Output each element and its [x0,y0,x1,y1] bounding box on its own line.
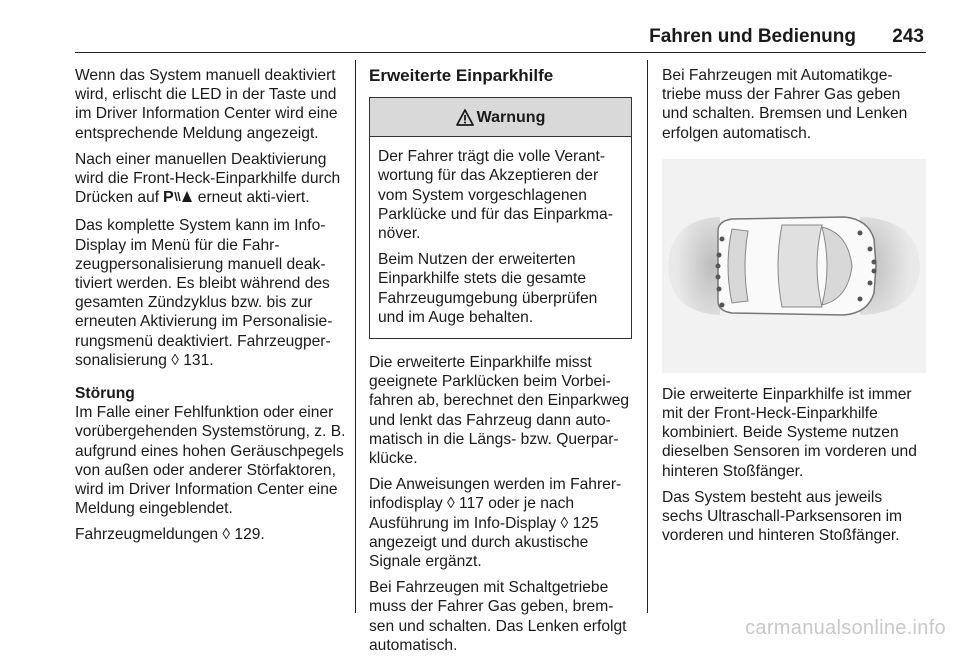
subheading: Störung [75,385,135,403]
paragraph: Das System besteht aus jeweils sechs Ultraschall-Parksensoren im vorderen und hinteren Stoßfänger. [662,488,903,545]
section-title: Fahren und Bedienung [649,26,856,47]
section-heading: Erweiterte Einparkhilfe [369,66,554,85]
page-number: 243 [892,26,924,47]
parking-sensor-illustration [662,159,926,373]
warning-box [369,97,632,339]
warning-title: Warnung [476,108,546,126]
paragraph: Bei Fahrzeugen mit Automatikge-triebe muss der Fahrer Gas geben und schalten. Bremsen und Lenken erfolgen automatisch. [662,67,908,142]
column-middle [369,66,632,662]
paragraph: Fahrzeugmeldungen ◊ 129. [75,526,265,544]
park-assist-icon [163,188,193,209]
paragraph: Die Anweisungen werden im Fahrer-infodisplay ◊ 117 oder je nach Ausführung im Info-Display ◊ 125 angezeigt und durch akustische Signale ergänzt. [369,476,622,571]
paragraph: Die erweiterte Einparkhilfe ist immer mit der Front-Heck-Einparkhilfe kombiniert. Beide Systeme nutzen dieselben Sensoren im vorderen und hinteren Stoßfänger. [662,385,917,480]
column-right [662,66,926,552]
paragraph-text: Nach einer manuellen Deaktivierung wird die Front-Heck-Einparkhilfe durch Drücken auf [75,150,341,207]
paragraph: Wenn das System manuell deaktiviert wird, erlischt die LED in der Taste und im Driver Information Center wird eine entsprechende Meldung angezeigt. [75,67,338,142]
paragraph: Im Falle einer Fehlfunktion oder einer vorübergehenden Systemstörung, z. B. aufgrund eines hohen Geräuschpegels von außen oder anderer Störfaktoren, wird im Driver Information Center eine Meldung eingeblendet. [75,404,346,518]
warning-text: Beim Nutzen der erweiterten Einparkhilfe stets die gesamte Fahrzeugumgebung überprüfen und im Auge behalten. [378,251,598,326]
warning-triangle-icon [456,109,474,126]
page-header [75,18,926,53]
warning-body [370,137,631,338]
svg-text:P: P [163,189,175,205]
paragraph: Das komplette System kann im Info-Display im Menü für die Fahr-zeugpersonalisierung manuell deak-tiviert werden. Es bleibt während des gesamten Zündzyklus bzw. bis zur erneuten Aktivierung im Personalisie-rungsmenü deaktiviert. Fahrzeugper-sonalisierung ◊ 131. [75,217,333,369]
warning-header [370,98,631,137]
watermark: carmanualsonline.info [745,617,946,639]
column-divider [355,60,356,613]
paragraph-text: erneut akti-viert. [197,189,310,207]
column-left [75,66,353,552]
warning-text: Der Fahrer trägt die volle Verant-wortung für das Akzeptieren der vom System vorgeschlagenen Parklücke und für das Einparkma-növer. [378,148,613,243]
paragraph: Die erweiterte Einparkhilfe misst geeignete Parklücken beim Vorbei-fahren ab, berechnet den Einparkweg und lenkt das Fahrzeug dann auto-matisch in die Längs- bzw. Querpar-klücke. [369,354,630,468]
paragraph [75,150,353,210]
paragraph: Bei Fahrzeugen mit Schaltgetriebe muss der Fahrer Gas geben, brem-sen und schalten. Das Lenken erfolgt automatisch. [369,579,627,654]
column-divider [647,60,648,613]
